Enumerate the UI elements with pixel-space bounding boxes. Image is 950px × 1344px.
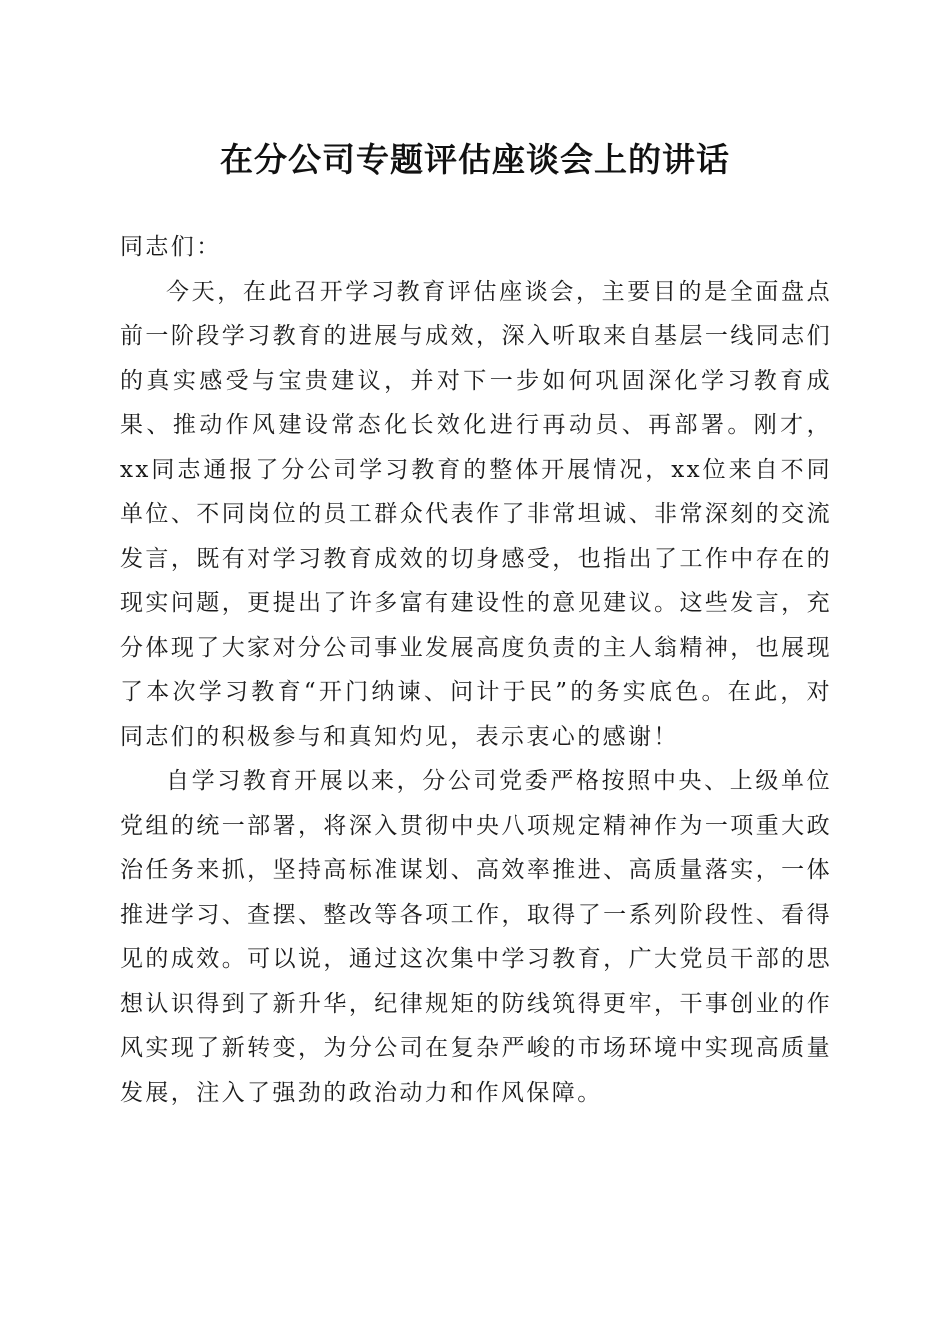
salutation: 同志们：	[120, 234, 222, 260]
document-body	[120, 225, 832, 1115]
document-title: 在分公司专题评估座谈会上的讲话	[220, 140, 730, 179]
paragraph-1: 今天，在此召开学习教育评估座谈会，主要目的是全面盘点前一阶段学习教育的进展与成效，深入听取来自基层一线同志们的真实感受与宝贵建议，并对下一步如何巩固深化学习教育成果、推动作风建设常态化长效化进行再动员、再部署。刚才，xx同志通报了分公司学习教育的整体开展情况，xx位来自不同单位、不同岗位的员工群众代表作了非常坦诚、非常深刻的交流发言，既有对学习教育成效的切身感受，也指出了工作中存在的现实问题，更提出了许多富有建设性的意见建议。这些发言，充分体现了大家对分公司事业发展高度负责的主人翁精神，也展现了本次学习教育“开门纳谏、问计于民”的务实底色。在此，对同志们的积极参与和真知灼见，表示衷心的感谢！	[120, 278, 832, 750]
paragraph-2: 自学习教育开展以来，分公司党委严格按照中央、上级单位党组的统一部署，将深入贯彻中央八项规定精神作为一项重大政治任务来抓，坚持高标准谋划、高效率推进、高质量落实，一体推进学习、查摆、整改等各项工作，取得了一系列阶段性、看得见的成效。可以说，通过这次集中学习教育，广大党员干部的思想认识得到了新升华，纪律规矩的防线筑得更牢，干事创业的作风实现了新转变，为分公司在复杂严峻的市场环境中实现高质量发展，注入了强劲的政治动力和作风保障。	[120, 768, 832, 1106]
